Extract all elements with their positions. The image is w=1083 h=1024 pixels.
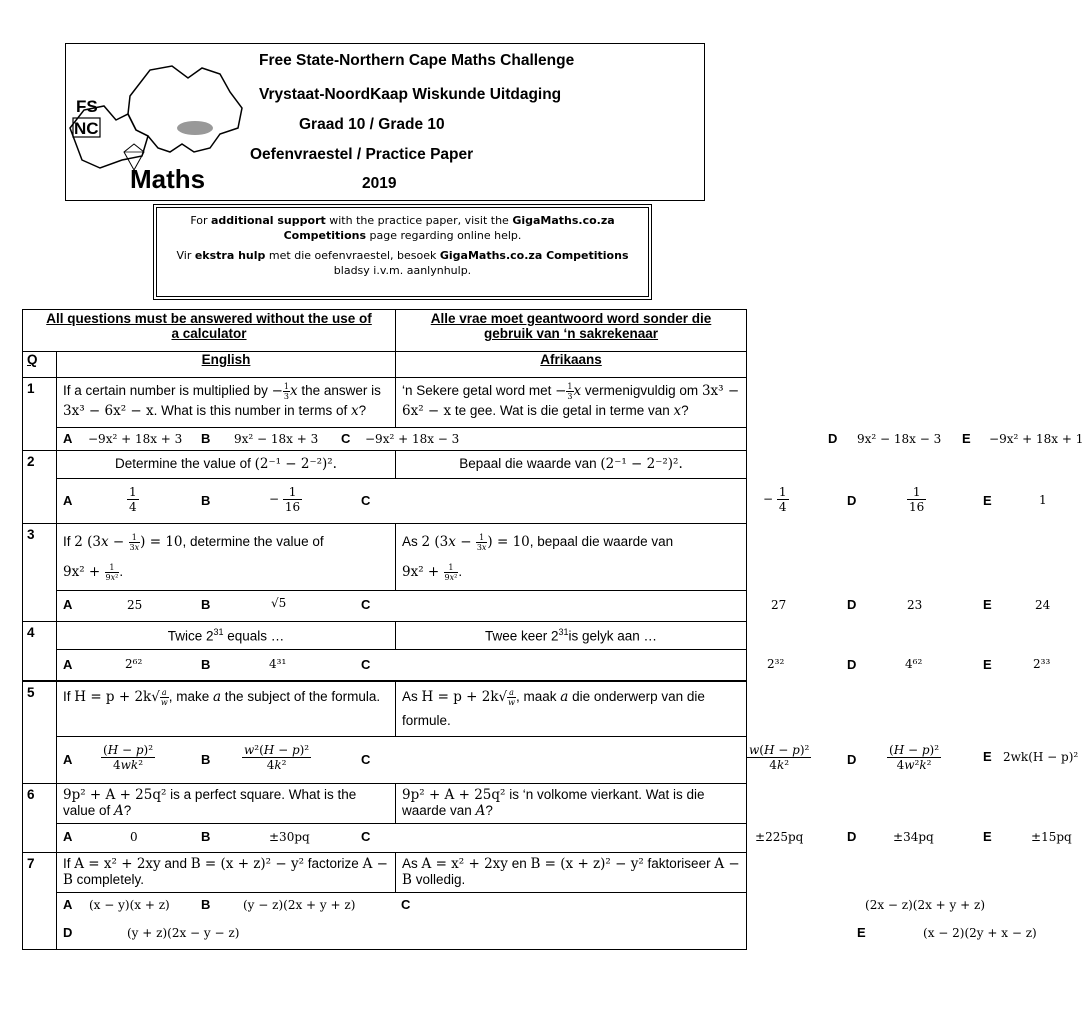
col-afrikaans: Afrikaans [396, 352, 747, 378]
instruction-afrikaans: Alle vrae moet geantwoord word sonder die gebruik van ‘n sakrekenaar [396, 310, 747, 352]
fsnc-logo [70, 48, 255, 196]
q6-answers: A 0 B ±30pq C [57, 824, 747, 853]
support-english: For additional support with the practice paper, visit the GigaMaths.co.za Competitions page regarding online help. [190, 214, 615, 242]
q6-number: 6 [23, 784, 57, 853]
q4-answers: A 2⁶² B 4³¹ C [57, 649, 747, 681]
q1-afrikaans: ‘n Sekere getal word met − $\frac{1}{3}$ x vermenigvuldig om 3x³ − 6x² − x te gee. Wat is die getal in terme van x? [396, 378, 747, 428]
q2-afrikaans: Bepaal die waarde van (2⁻¹ − 2⁻²)². [396, 451, 747, 479]
q1-number: 1 [23, 378, 57, 451]
q1-answers: A −9x² + 18x + 3 B 9x² − 18x + 3 C −9x² + 18x − 3 [57, 428, 747, 451]
q6-afrikaans: 9p² + A + 25q² is ‘n volkome vierkant. Wat is die waarde van A? [396, 784, 747, 824]
q3-afrikaans: As 2 (3x − $\frac{1}{3x}$ ) = 10, bepaal die waarde van 9x² + $\frac{1}{\text{9x²}}$ . [396, 524, 747, 591]
q4-afrikaans: Twee keer $2^{31}is$ gelyk aan … [396, 622, 747, 650]
support-box [156, 207, 649, 297]
q2-english: Determine the value of (2⁻¹ − 2⁻²)². [57, 451, 396, 479]
q3-number: 3 [23, 524, 57, 622]
q5-answers: A $\frac{\text{(H − p)²}}{\text{4wk²}}$ B $\frac{\text{w²(H − p)²}}{\text{4k²}}$ C [57, 737, 747, 784]
q3-english: If 2 (3x − $\frac{1}{3x}$ ) = 10, determine the value of 9x² + $\frac{1}{\text{9x²}}$ . [57, 524, 396, 591]
title-english: Free State-Northern Cape Maths Challenge [259, 52, 575, 69]
q5-number: 5 [23, 681, 57, 784]
q4-number: 4 [23, 622, 57, 681]
title-year: 2019 [362, 175, 397, 192]
col-english: English [57, 352, 396, 378]
q1-english: If a certain number is multiplied by − $\frac{1}{3}$ x the answer is 3x³ − 6x² − x. What is this number in terms of x? [57, 378, 396, 428]
support-afrikaans: Vir ekstra hulp met die oefenvraestel, besoek GigaMaths.co.za Competitions bladsy i.v.m. aanlynhulp. [176, 249, 629, 277]
q6-english: 9p² + A + 25q² is a perfect square. What is the value of A? [57, 784, 396, 824]
q7-answers: A (x − y)(x + z) B (y − z)(2x + y + z) C D (y + z)(2x − y − z) [57, 893, 747, 950]
q2-number: 2 [23, 451, 57, 524]
q2-answers: A $\frac{1}{4}$ B − $\frac{1}{16}$ C [57, 479, 747, 524]
question-table: All questions must be answered without the use of a calculator Alle vrae moet geantwoord word sonder die gebruik van ‘n sakrekenaar Q English Afrikaans 1 If a certain number is multiplied by − $\frac{1}{3}$ x the answer is 3x³ − 6x² − x. What is this number in terms of x? ‘n Sekere getal word met − $\frac{1}{3}$ x vermenigvuldig om 3x³ − 6x² − x te gee. Wat is die getal in terme van x? A −9x² + 18x + 3 B 9x² − 18x + 3 C −9x² + 18x − 3 D 9x² − 18x − 3 E −9x² + 18x + 1 2 Determine the value of (2⁻¹ − 2⁻²)². Bepaal die waarde van (2⁻¹ − 2⁻²)². A $\frac{1}{4}$ B − $\frac{1}{16}$ C − $\frac{1}{4}$ D $\frac{1}{16}$ E 1 3 If 2 (3x − $\frac{1}{3x}$ ) = 10, determine the value of 9x² + $\frac{1}{\text{9x²}}$ . As 2 (3x − $\frac{1}{3x}$ ) = 10, bepaal die waarde van 9x² + $\frac{1}{\text{9x²}}$ . A 25 B √5 C 27 D 23 E 24 4 Twice $2^{31}$ equals … Twee keer $2^{31}is$ gelyk aan … A 2⁶² B 4³¹ C 2³² D 4⁶² E 2³³ 5 If H = p + 2k√ $\frac{a}{w}$ , make a the subject of the formula. As H = p + 2k√ $\frac{a}{w}$ , maak a die onderwerp van die formule. A $\frac{\text{(H − p)²}}{\text{4wk²}}$ B $\frac{\text{w²(H − p)²}}{\text{4k²}}$ C $\frac{\text{w(H − p)²}}{\text{4k²}}$ D $\frac{\text{(H − p)²}}{\text{4w²k²}}$ E 2wk(H − p)² 6 9p² + A + 25q² is a perfect square. What is the value of A? 9p² + A + 25q² is ‘n volkome vierkant. Wat is die waarde van A? A 0 B ±30pq C ±225pq D ±34pq E ±15pq 7 If A = x² + 2xy and B = (x + z)² − y² factorize A − B completely. As A = x² + 2xy en B = (x + z)² − y² faktoriseer A − B volledig. A (x − y)(x + z) B (y − z)(2x + y + z) C D (y + z)(2x − y − z) (2x − z)(2x + y + z) E (x − 2)(2y + x − z) [22, 309, 747, 950]
logo-fs: FS [76, 97, 98, 116]
q7-number: 7 [23, 853, 57, 950]
logo-maths: Maths [130, 164, 206, 194]
title-afrikaans: Vrystaat-NoordKaap Wiskunde Uitdaging [259, 86, 562, 103]
q5-afrikaans: As H = p + 2k√ $\frac{a}{w}$ , maak a die onderwerp van die formule. [396, 681, 747, 737]
q3-answers: A 25 B √5 C [57, 591, 747, 622]
logo-nc: NC [74, 119, 99, 138]
instruction-english: All questions must be answered without the use of a calculator [23, 310, 396, 352]
q4-english: Twice $2^{31}$ equals … [57, 622, 396, 650]
q7-english: If A = x² + 2xy and B = (x + z)² − y² factorize A − B completely. [57, 853, 396, 893]
q7-afrikaans: As A = x² + 2xy en B = (x + z)² − y² faktoriseer A − B volledig. [396, 853, 747, 893]
title-grade: Graad 10 / Grade 10 [299, 116, 445, 133]
title-practice: Oefenvraestel / Practice Paper [250, 146, 474, 163]
q5-english: If H = p + 2k√ $\frac{a}{w}$ , make a the subject of the formula. [57, 681, 396, 737]
col-q: Q [23, 352, 57, 378]
